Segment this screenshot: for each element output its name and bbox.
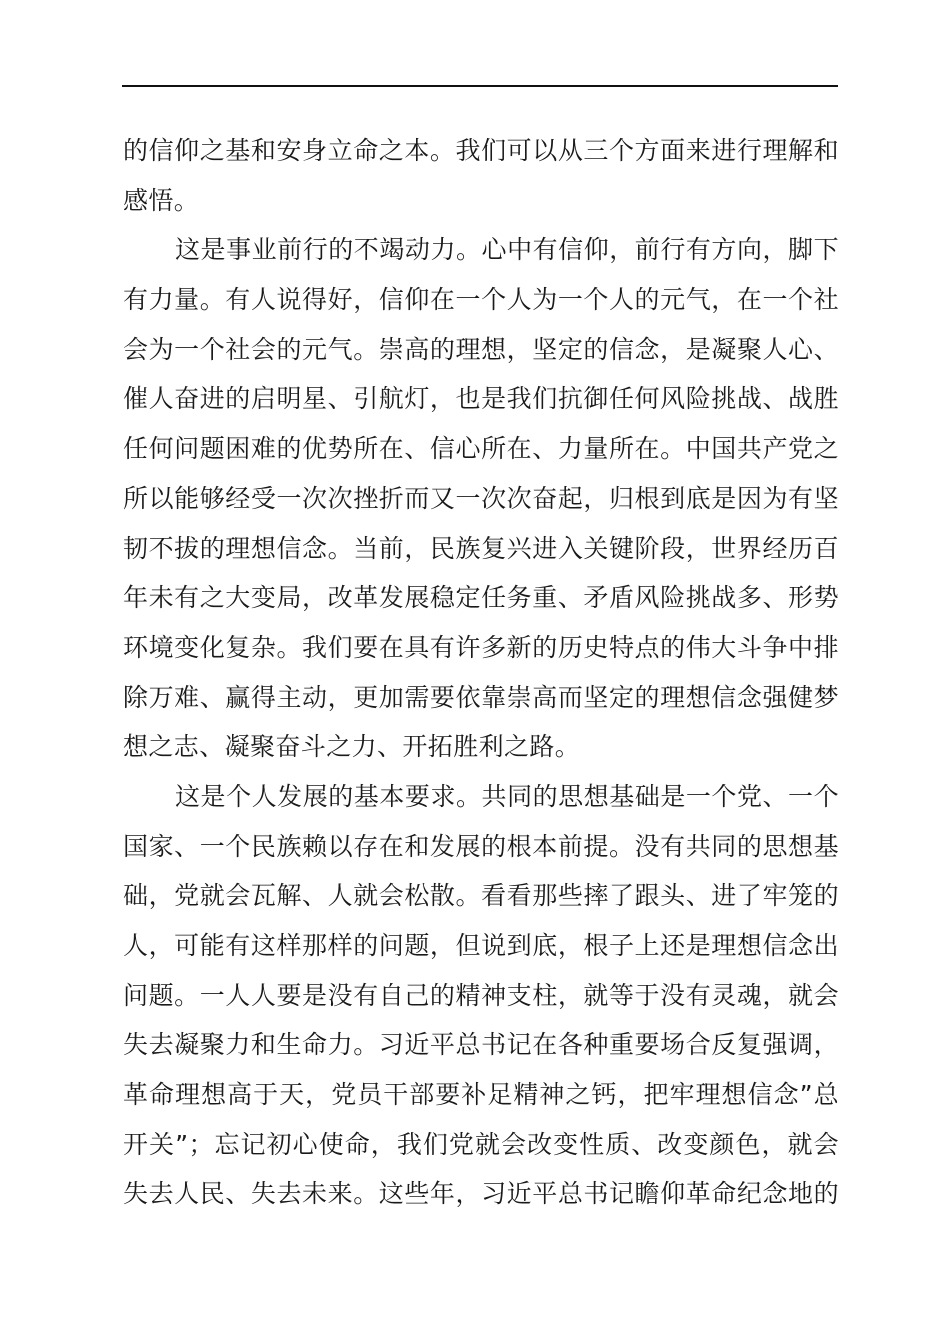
text-line: 任何问题困难的优势所在、信心所在、力量所在。中国共产党之: [123, 434, 839, 464]
text-line: 革命理想高于天，党员干部要补足精神之钙，把牢理想信念”总: [123, 1080, 839, 1110]
text-line: 催人奋进的启明星、引航灯，也是我们抗御任何风险挑战、战胜: [123, 384, 839, 414]
text-line: 国家、一个民族赖以存在和发展的根本前提。没有共同的思想基: [123, 831, 839, 861]
text-line: 人，可能有这样那样的问题，但说到底，根子上还是理想信念出: [123, 931, 839, 960]
text-line: 会为一个社会的元气。崇高的理想，坚定的信念，是凝聚人心、: [123, 334, 839, 364]
text-line: 感悟。: [123, 185, 200, 215]
text-line: 失去凝聚力和生命力。习近平总书记在各种重要场合反复强调，: [123, 1030, 839, 1060]
text-line: 失去人民、失去未来。这些年，习近平总书记瞻仰革命纪念地的: [123, 1179, 839, 1209]
paragraph-1: [123, 126, 839, 225]
text-line: 有力量。有人说得好，信仰在一个人为一个人的元气，在一个社: [123, 285, 839, 315]
text-line: 问题。一人人要是没有自己的精神支柱，就等于没有灵魂，就会: [123, 980, 839, 1010]
text-line: 开关”；忘记初心使命，我们党就会改变性质、改变颜色，就会: [123, 1129, 839, 1159]
text-line: 年未有之大变局，改革发展稳定任务重、矛盾风险挑战多、形势: [123, 583, 839, 613]
header-rule: [122, 85, 838, 87]
paragraph-3: [123, 772, 839, 1219]
text-line: 所以能够经受一次次挫折而又一次次奋起，归根到底是因为有坚: [123, 483, 839, 513]
text-line: 环境变化复杂。我们要在具有许多新的历史特点的伟大斗争中排: [123, 632, 839, 662]
text-line: 础，党就会瓦解、人就会松散。看看那些摔了跟头、进了牢笼的: [123, 881, 839, 911]
text-line: 这是个人发展的基本要求。共同的思想基础是一个党、一个: [175, 781, 839, 811]
text-line: 想之志、凝聚奋斗之力、开拓胜利之路。: [123, 732, 581, 762]
text-line: 这是事业前行的不竭动力。心中有信仰，前行有方向，脚下: [175, 235, 839, 265]
text-line: 的信仰之基和安身立命之本。我们可以从三个方面来进行理解和: [123, 136, 839, 165]
body-text: [123, 126, 839, 1219]
text-line: 除万难、赢得主动，更加需要依靠崇高而坚定的理想信念强健梦: [123, 682, 839, 712]
text-line: 韧不拔的理想信念。当前，民族复兴进入关键阶段，世界经历百: [123, 533, 839, 563]
paragraph-2: [123, 225, 839, 772]
